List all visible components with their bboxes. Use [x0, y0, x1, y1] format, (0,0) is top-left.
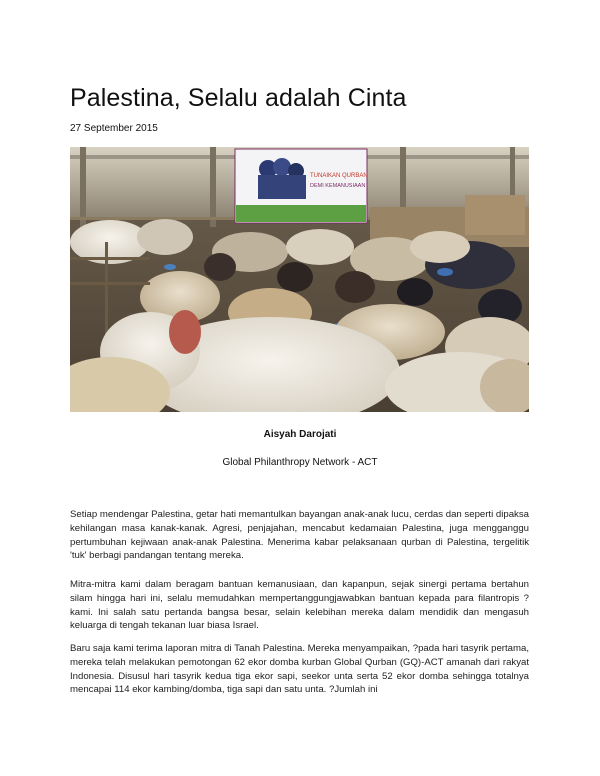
paragraph: Mitra-mitra kami dalam beragam bantuan kemanusiaan, dan kapanpun, sejak sinergi pertama bertahun silam hingga hari ini, selalu memudahkan mempertanggungjawabkan bantuan kepada para filantropis ?kami. Ini salah satu pertanda bangsa besar, selain kelebihan mereka dalam mendidik dan mengasuh keluarga di tengah tekanan luar biasa Israel.: [70, 579, 529, 632]
paragraph: Setiap mendengar Palestina, getar hati memantulkan bayangan anak-anak lucu, cerdas dan seperti dipaksa kehilangan masa kanak-kanak. Agresi, penjajahan, mencabut kedamaian Palestina, juga mengganggu pertumbuhan kejiwaan anak-anak Palestina. Menerima kabar pelaksanaan qurban di Palestina, tergelitik 'tuk' berbagi pandangan tentang mereka.: [70, 509, 529, 562]
article-title: Palestina, Selalu adalah Cinta: [70, 84, 407, 112]
paragraph: Baru saja kami terima laporan mitra di Tanah Palestina. Mereka menyampaikan, ?pada hari tasyrik pertama, mereka telah melakukan pemotongan 62 ekor domba kurban Global Qurban (GQ)-ACT amanah dari rakyat Indonesia. Disusul hari tasyrik kedua tiga ekor sapi, seekor unta serta 52 ekor domba sehingga totalnya mencapai 114 ekor kambing/domba, tiga sapi dan satu unta. ?Jumlah ini: [70, 643, 529, 696]
sheep-pen-photo: [70, 147, 529, 412]
article-author: Aisyah Darojati: [263, 429, 337, 440]
svg-text:TUNAIKAN QURBAN: TUNAIKAN QURBAN: [310, 173, 368, 179]
author-organization: Global Philanthropy Network - ACT: [222, 457, 378, 468]
article-photo: [70, 147, 529, 412]
svg-text:DEMI KEMANUSIAAN: DEMI KEMANUSIAAN: [310, 183, 366, 189]
banner: [235, 149, 368, 223]
article-date: 27 September 2015: [70, 123, 158, 134]
